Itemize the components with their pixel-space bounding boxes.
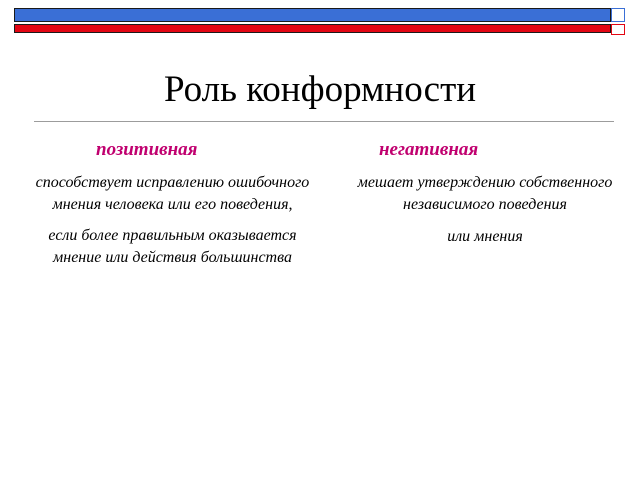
positive-paragraph-2: если более правильным оказывается мнение или действия большинства bbox=[48, 227, 297, 266]
top-red-square bbox=[611, 24, 625, 35]
top-blue-bar bbox=[14, 8, 611, 22]
negative-column-text bbox=[350, 172, 620, 248]
heading-positive: позитивная bbox=[96, 139, 198, 160]
negative-paragraph-2: или мнения bbox=[447, 228, 523, 245]
negative-paragraph-1: мешает утверждению собственного независимого поведения bbox=[357, 174, 613, 213]
title-divider bbox=[34, 121, 614, 122]
heading-negative: негативная bbox=[379, 139, 479, 160]
positive-paragraph-1: способствует исправлению ошибочного мнения человека или его поведения, bbox=[35, 174, 310, 213]
slide-title: Роль конформности bbox=[163, 69, 477, 110]
positive-column-text bbox=[30, 172, 315, 269]
top-blue-square bbox=[611, 8, 625, 22]
top-red-bar bbox=[14, 24, 611, 33]
